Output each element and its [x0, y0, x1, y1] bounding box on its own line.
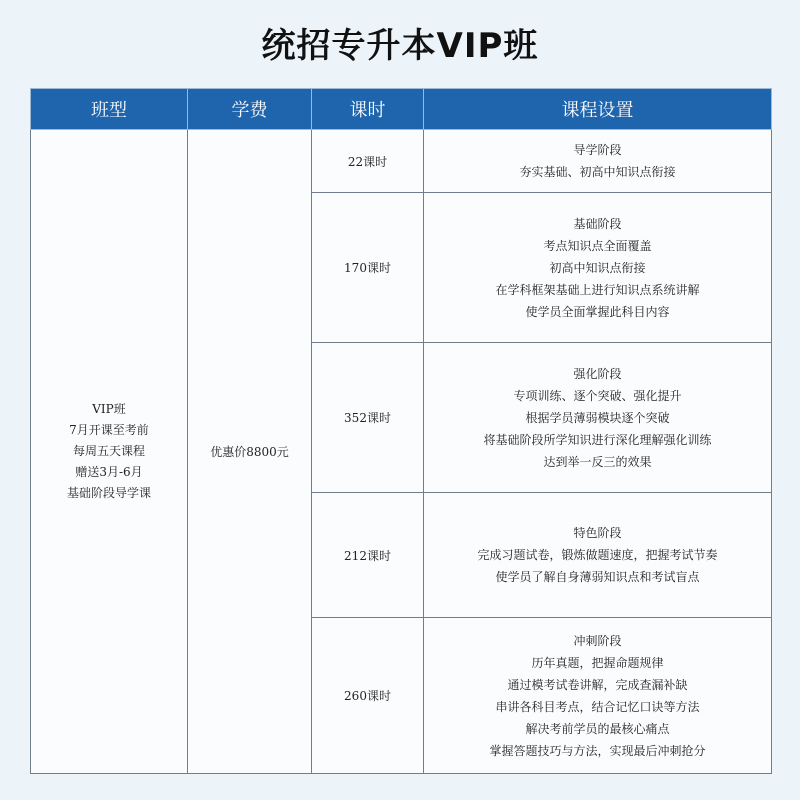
course-line: 初高中知识点衔接: [549, 260, 646, 275]
course-line: 夯实基础、初高中知识点衔接: [519, 165, 676, 179]
stage-title: 特色阶段: [573, 526, 622, 540]
hours-cell: 352课时: [312, 343, 424, 493]
table-row-stage-1: [31, 130, 772, 193]
course-line: 将基础阶段所学知识进行深化理解强化训练: [483, 432, 712, 447]
course-cell: [424, 193, 772, 343]
class-type-line: 每周五天课程: [72, 444, 145, 458]
class-type-line: 7月开课至考前: [69, 423, 149, 437]
course-line: 历年真题，把握命题规律: [531, 655, 664, 670]
page-title: 统招专升本VIP班: [261, 26, 539, 66]
header-course-setup: 课程设置: [424, 89, 772, 130]
hours-cell: 212课时: [312, 493, 424, 618]
course-cell: [424, 130, 772, 193]
class-type-line: 赠送3月-6月: [75, 465, 143, 479]
stage-title: 冲刺阶段: [573, 633, 622, 648]
course-line: 在学科框架基础上进行知识点系统讲解: [495, 282, 700, 297]
hours-cell: 170课时: [312, 193, 424, 343]
course-cell: [424, 618, 772, 774]
course-line: 专项训练、逐个突破、强化提升: [513, 388, 682, 403]
header-hours: 课时: [312, 89, 424, 130]
fee-cell: 优惠价8800元: [188, 130, 312, 774]
course-cell: [424, 493, 772, 618]
hours-cell: 22课时: [312, 130, 424, 193]
course-line: 使学员了解自身薄弱知识点和考试盲点: [495, 570, 700, 584]
header-class-type: 班型: [31, 89, 188, 130]
class-type-line: 基础阶段导学课: [66, 486, 151, 500]
class-type-line: VIP班: [92, 402, 126, 416]
course-line: 完成习题试卷，锻炼做题速度，把握考试节奏: [477, 548, 718, 562]
course-line: 考点知识点全面覆盖: [543, 238, 652, 253]
stage-title: 导学阶段: [573, 143, 622, 157]
stage-title: 基础阶段: [573, 216, 622, 231]
course-line: 串讲各科目考点，结合记忆口诀等方法: [495, 699, 700, 714]
course-line: 掌握答题技巧与方法，实现最后冲刺抢分: [489, 743, 706, 758]
hours-cell: 260课时: [312, 618, 424, 774]
course-line: 根据学员薄弱模块逐个突破: [525, 410, 670, 425]
stage-title: 强化阶段: [573, 366, 622, 381]
course-line: 达到举一反三的效果: [543, 454, 652, 469]
class-type-cell: [31, 130, 188, 774]
header-fee: 学费: [188, 89, 312, 130]
course-line: 使学员全面掌握此科目内容: [525, 304, 670, 319]
course-table: [30, 88, 772, 774]
course-cell: [424, 343, 772, 493]
course-line: 通过模考试卷讲解，完成查漏补缺: [507, 677, 688, 692]
table-header-row: [31, 89, 772, 130]
course-line: 解决考前学员的最核心痛点: [525, 721, 670, 736]
